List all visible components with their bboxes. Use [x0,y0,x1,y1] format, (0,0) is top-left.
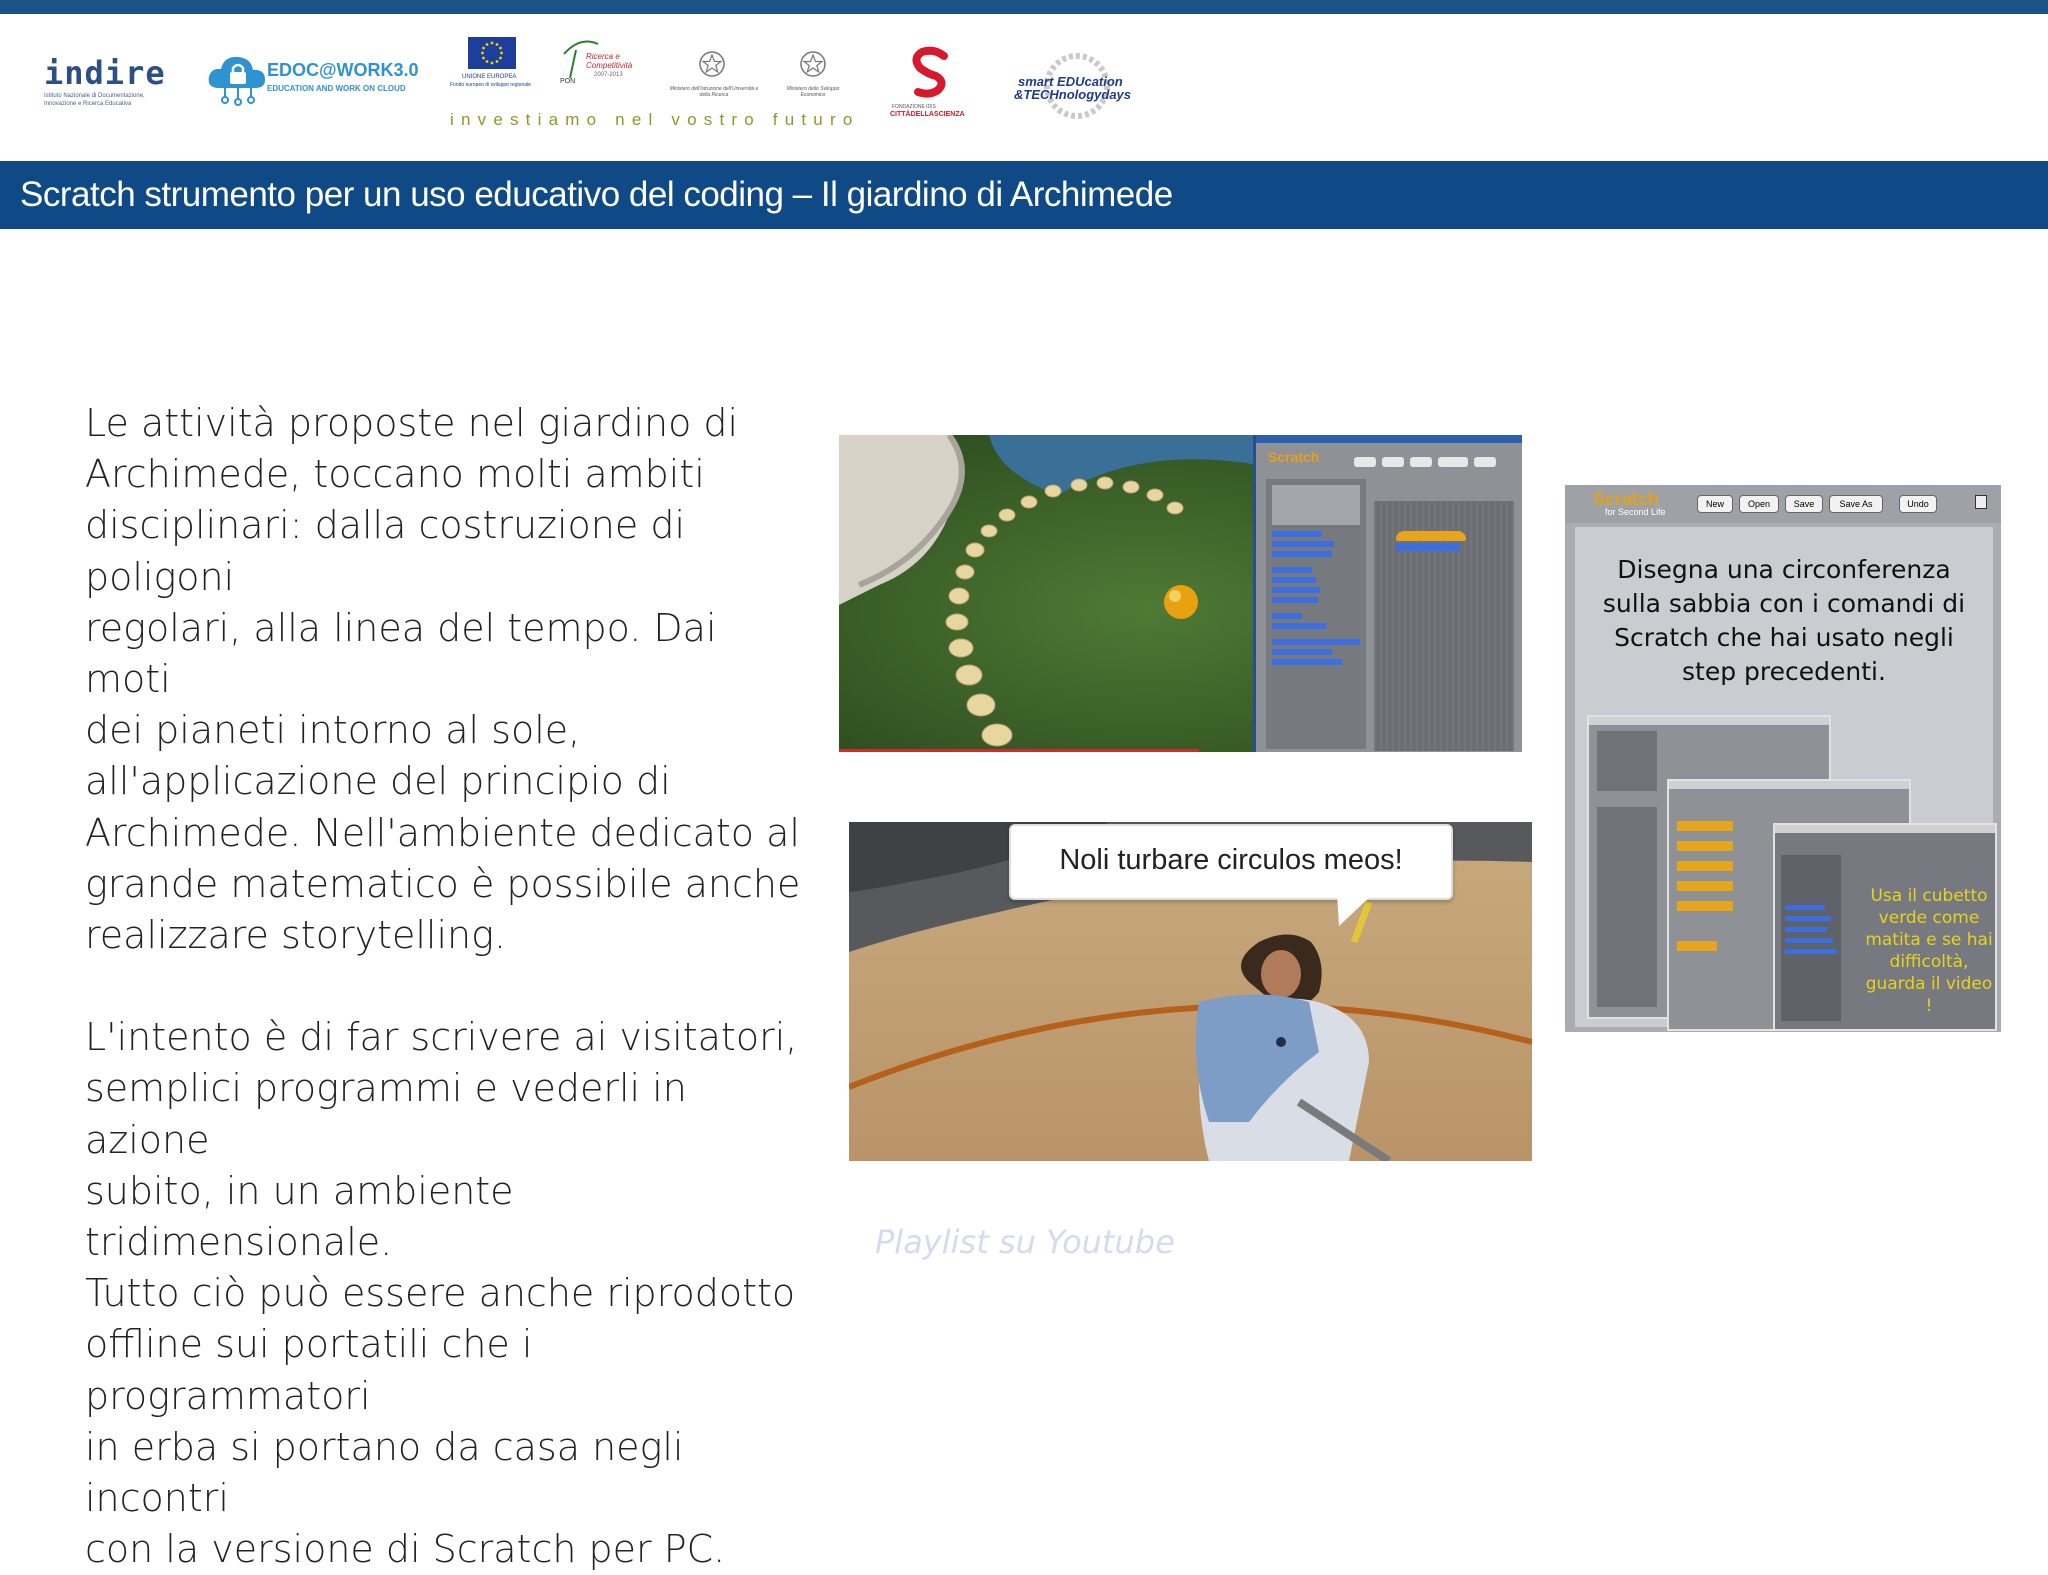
indire-subtitle: Istituto Nazionale di Documentazione, Innovazione e Ricerca Educativa [44,93,145,107]
block-palette [1597,807,1657,1007]
paragraph-1: Le attività proposte nel giardino di Archimede, toccano molti ambiti disciplinari: dalla costruzione di poligoni regolari, alla linea del tempo. Dai moti dei pianeti intorno al sole, all'applicazione del principio di Archimede. Nell'ambiente dedicato al grande matematico è possibile anche realizzare storytelling. [85,401,801,958]
control-block [1677,941,1717,951]
scratch-titlebar [1256,435,1522,443]
category-tabs[interactable] [1272,485,1360,525]
motion-block[interactable] [1272,639,1360,645]
motion-block [1785,905,1825,910]
hint-text: Usa il cubetto verde come matita e se hai difficoltà, guarda il video ! [1865,886,1993,1016]
instruction-text: Disegna una circonferenza sulla sabbia con i comandi di Scratch che hai usato negli step precedenti. [1602,555,1966,686]
motion-block[interactable] [1272,613,1302,619]
motion-block[interactable] [1272,659,1342,665]
motion-block [1785,916,1831,921]
main-text [85,398,805,1575]
motion-block [1785,938,1833,943]
hat-block[interactable] [1396,531,1466,541]
scratch-brand-sub: for Second Life [1605,507,1666,517]
eu-flag [468,37,516,69]
speech-text: Noli turbare circulos meos! [1059,844,1403,876]
save-as-button[interactable]: Save As [1829,495,1883,513]
motion-block[interactable] [1272,587,1320,593]
paragraph-2: L'intento è di far scrivere ai visitatori, semplici programmi e vederli in azione subito, in un ambiente tridimensionale. Tutto ciò può essere anche riprodotto offline sui portatili che i programmatori in erba si portano da casa negli incontri con la versione di Scratch per PC. [85,1015,798,1572]
undo-button[interactable]: Undo [1899,495,1937,513]
motion-block [1785,949,1837,954]
pon-text: Ricerca e Competitività [586,52,633,70]
script-block[interactable] [1396,543,1460,551]
speech-tail-icon [1337,894,1377,928]
toolbar-button[interactable] [1438,457,1468,467]
motion-block[interactable] [1272,649,1332,655]
script-area[interactable] [1374,501,1514,751]
scratch-toolbar [1354,457,1514,467]
edoc-logo [205,50,425,120]
edoc-subtitle: EDUCATION AND WORK ON CLOUD [267,84,406,93]
page-title: Scratch strumento per un uso educativo del coding – Il giardino di Archimede [0,161,2048,229]
scratch-instructions-panel[interactable] [1565,485,2001,1032]
motion-block[interactable] [1272,623,1326,629]
open-button[interactable]: Open [1739,495,1779,513]
youtube-playlist-link[interactable]: Playlist su Youtube [875,1223,1175,1261]
motion-block[interactable] [1272,541,1334,547]
miur-label: Ministero dell'Istruzione dell'Università e della Ricerca [669,86,759,98]
speech-bubble [1009,824,1453,900]
window-titlebar [1589,717,1829,725]
citta-della-scienza-logo [888,46,972,126]
scratch-brand[interactable]: Scratch [1268,449,1320,465]
control-block [1677,861,1733,871]
window-titlebar [1775,825,1995,833]
toolbar-button[interactable] [1410,457,1432,467]
indire-logo [44,54,166,124]
motion-block[interactable] [1272,597,1318,603]
category-panel [1597,731,1657,791]
smart-edu-line1: smart EDUcation [1018,74,1123,89]
control-block [1677,901,1733,911]
top-accent-line [0,0,2048,14]
eu-stars-icon [468,37,516,69]
edoc-wordmark: EDOC@WORK3.0 [267,60,419,80]
logo-bar [0,14,2048,162]
cds-s-icon [908,46,952,98]
video-thumbnail-archimedes[interactable] [849,822,1532,1161]
motion-block [1785,927,1827,932]
menu-icon[interactable] [1975,495,1987,509]
toolbar-button[interactable] [1474,457,1496,467]
toolbar-button[interactable] [1382,457,1404,467]
window-titlebar [1669,781,1909,789]
scratch-panel [1253,435,1522,752]
motion-block[interactable] [1272,567,1312,573]
mise-label: Ministero dello Sviluppo Economico [786,86,840,98]
pon-label: PON [560,78,576,85]
scratch-brand-large: Scratch [1593,489,1660,509]
scratch-header [1565,485,2001,523]
pon-banner [448,34,860,134]
cloud-lock-icon [205,50,269,106]
motion-block[interactable] [1272,531,1322,537]
new-button[interactable]: New [1697,495,1733,513]
control-block [1677,841,1733,851]
video-thumbnail-garden[interactable] [839,435,1522,752]
indire-wordmark: indire [44,54,166,92]
instruction-card [1575,527,1993,1027]
pon-years: 2007-2013 [594,72,623,78]
cds-prefix: FONDAZIONE IDIS [892,104,936,110]
eu-label: UNIONE EUROPEA [462,74,517,80]
block-palette [1781,855,1841,1021]
motion-block[interactable] [1272,551,1332,557]
eu-subtitle: Fondo europeo di sviluppo regionale [450,82,531,88]
cds-name: CITTÀDELLASCIENZA [890,111,965,118]
control-block [1677,881,1733,891]
slogan: investiamo nel vostro futuro [450,110,860,129]
miur-emblem-icon [697,48,727,80]
toolbar-button[interactable] [1354,457,1376,467]
smart-education-logo [1010,50,1140,122]
smart-edu-line2: &TECHnologydays [1014,87,1132,102]
save-button[interactable]: Save [1785,495,1823,513]
control-block [1677,821,1733,831]
mise-emblem-icon [798,48,828,80]
motion-block[interactable] [1272,577,1316,583]
block-palette [1266,479,1366,749]
